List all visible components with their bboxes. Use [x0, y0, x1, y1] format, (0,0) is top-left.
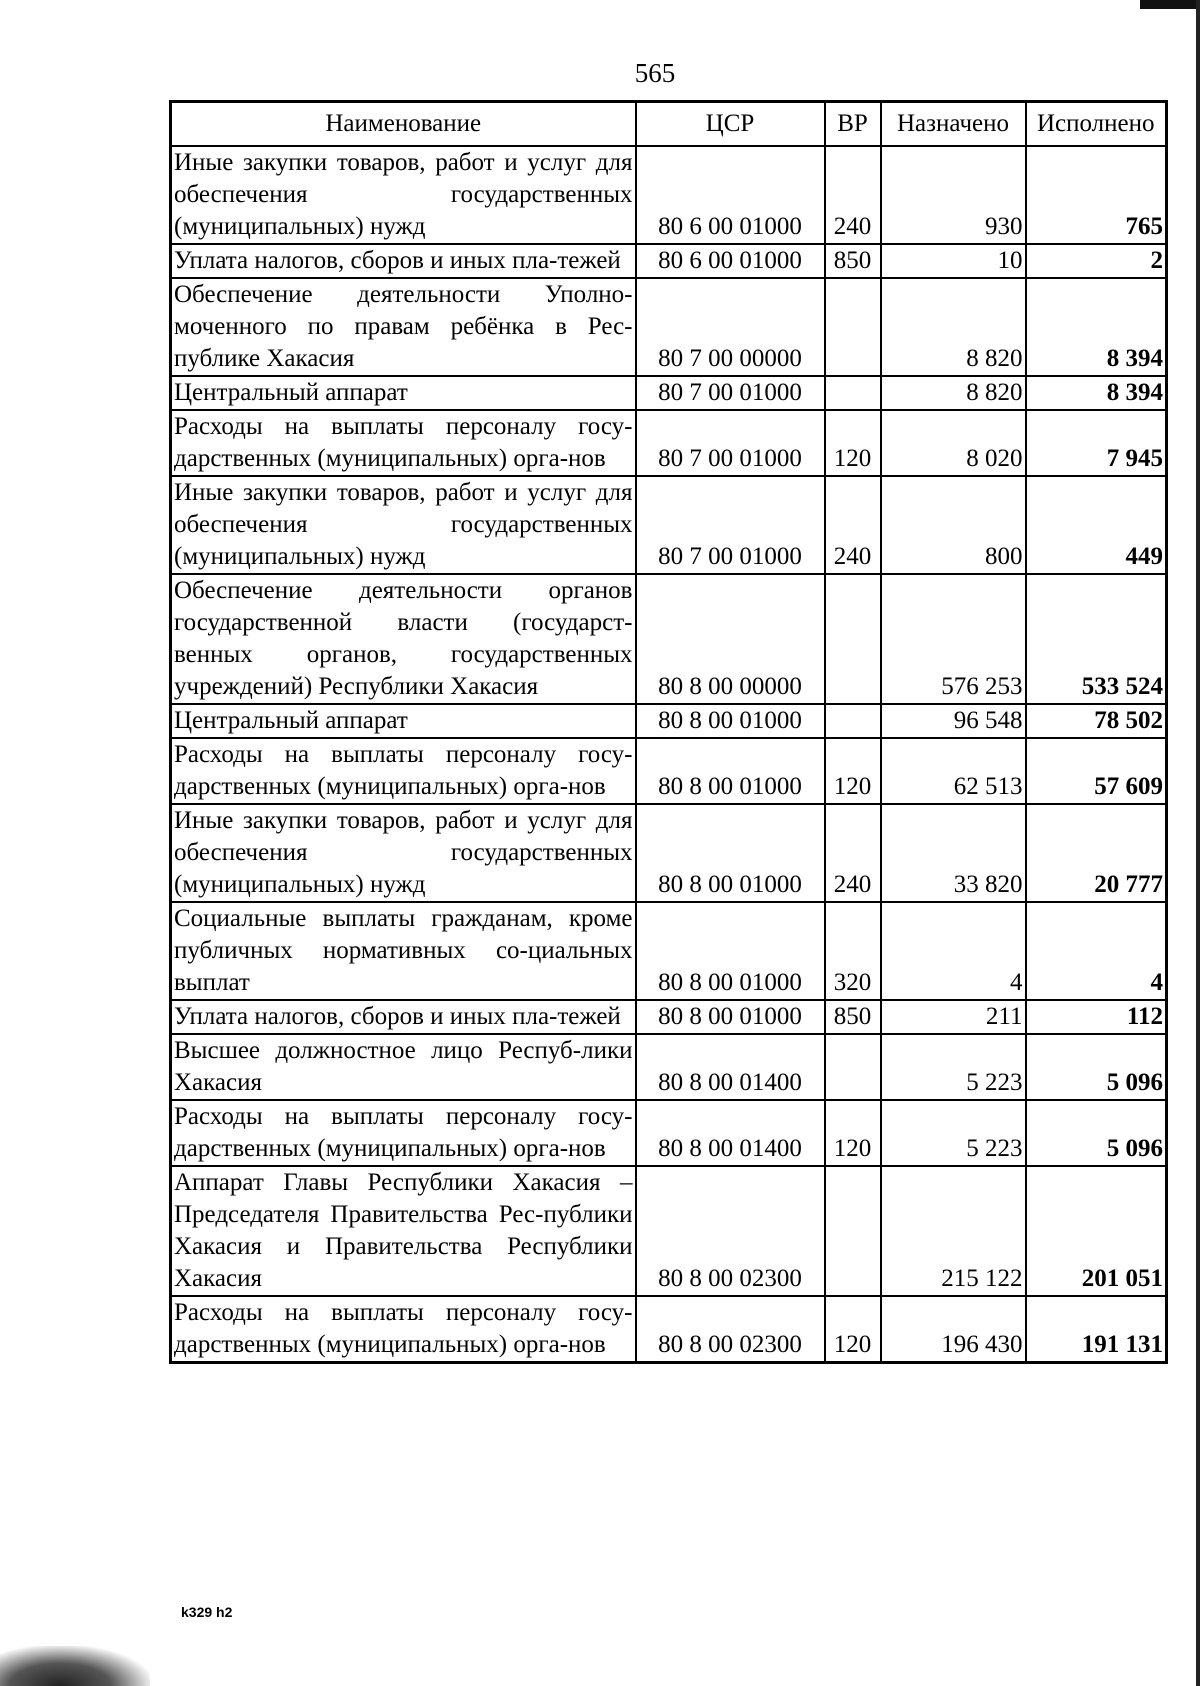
- row-csr: 80 8 00 01000: [636, 804, 825, 902]
- row-csr: 80 8 00 01400: [636, 1100, 825, 1166]
- header-vr: ВР: [825, 102, 881, 147]
- row-name: Иные закупки товаров, работ и услуг для обеспечения государственных (муниципальных) нужд: [171, 476, 636, 574]
- row-vr: 850: [825, 1000, 881, 1034]
- table-row: [171, 738, 1167, 804]
- row-assigned: 930: [881, 146, 1026, 244]
- row-name: Высшее должностное лицо Респуб-лики Хакасия: [171, 1034, 636, 1100]
- row-executed: 2: [1026, 244, 1167, 278]
- row-vr: [825, 278, 881, 376]
- table-row: [171, 574, 1167, 704]
- table-row: [171, 1100, 1167, 1166]
- row-assigned: 4: [881, 902, 1026, 1000]
- row-name: Расходы на выплаты персоналу госу-дарственных (муниципальных) орга-нов: [171, 1296, 636, 1363]
- scan-blot: [0, 1646, 150, 1686]
- table-row: [171, 804, 1167, 902]
- row-vr: [825, 376, 881, 410]
- row-name: Расходы на выплаты персоналу госу-дарственных (муниципальных) орга-нов: [171, 410, 636, 476]
- row-csr: 80 8 00 01000: [636, 902, 825, 1000]
- row-assigned: 5 223: [881, 1034, 1026, 1100]
- row-name: Расходы на выплаты персоналу госу-дарственных (муниципальных) орга-нов: [171, 738, 636, 804]
- table-row: [171, 902, 1167, 1000]
- table-row: [171, 376, 1167, 410]
- table-row: [171, 1000, 1167, 1034]
- table-row: [171, 1296, 1167, 1363]
- row-csr: 80 8 00 01000: [636, 738, 825, 804]
- header-csr: ЦСР: [636, 102, 825, 147]
- table-row: [171, 244, 1167, 278]
- row-vr: 240: [825, 804, 881, 902]
- row-executed: 5 096: [1026, 1034, 1167, 1100]
- budget-table: [169, 100, 1168, 1364]
- table-row: [171, 476, 1167, 574]
- scan-edge-right: [1196, 0, 1200, 1686]
- row-csr: 80 6 00 01000: [636, 146, 825, 244]
- table-row: [171, 1034, 1167, 1100]
- row-name: Аппарат Главы Республики Хакасия – Председателя Правительства Рес-публики Хакасия и Правительства Республики Хакасия: [171, 1166, 636, 1296]
- table-row: [171, 278, 1167, 376]
- row-vr: 120: [825, 1100, 881, 1166]
- row-csr: 80 8 00 01400: [636, 1034, 825, 1100]
- row-executed: 57 609: [1026, 738, 1167, 804]
- row-vr: [825, 704, 881, 738]
- row-csr: 80 7 00 01000: [636, 376, 825, 410]
- row-vr: 240: [825, 146, 881, 244]
- row-name: Расходы на выплаты персоналу госу-дарственных (муниципальных) орга-нов: [171, 1100, 636, 1166]
- row-vr: [825, 574, 881, 704]
- row-vr: 240: [825, 476, 881, 574]
- row-name: Уплата налогов, сборов и иных пла-тежей: [171, 244, 636, 278]
- row-name: Обеспечение деятельности Уполно-моченного по правам ребёнка в Рес-публике Хакасия: [171, 278, 636, 376]
- row-assigned: 8 820: [881, 376, 1026, 410]
- row-executed: 765: [1026, 146, 1167, 244]
- row-assigned: 33 820: [881, 804, 1026, 902]
- row-executed: 201 051: [1026, 1166, 1167, 1296]
- row-assigned: 576 253: [881, 574, 1026, 704]
- row-assigned: 8 820: [881, 278, 1026, 376]
- row-vr: [825, 1166, 881, 1296]
- row-name: Центральный аппарат: [171, 704, 636, 738]
- row-executed: 112: [1026, 1000, 1167, 1034]
- table-row: [171, 704, 1167, 738]
- row-assigned: 10: [881, 244, 1026, 278]
- row-csr: 80 8 00 02300: [636, 1166, 825, 1296]
- row-vr: 120: [825, 738, 881, 804]
- row-vr: 120: [825, 1296, 881, 1363]
- row-executed: 5 096: [1026, 1100, 1167, 1166]
- row-executed: 7 945: [1026, 410, 1167, 476]
- row-assigned: 62 513: [881, 738, 1026, 804]
- row-executed: 20 777: [1026, 804, 1167, 902]
- row-csr: 80 8 00 00000: [636, 574, 825, 704]
- row-assigned: 96 548: [881, 704, 1026, 738]
- row-executed: 8 394: [1026, 278, 1167, 376]
- header-name: Наименование: [171, 102, 636, 147]
- row-vr: 320: [825, 902, 881, 1000]
- row-executed: 533 524: [1026, 574, 1167, 704]
- row-assigned: 800: [881, 476, 1026, 574]
- header-assigned: Назначено: [881, 102, 1026, 147]
- footer-code: k329 h2: [181, 1604, 233, 1620]
- row-assigned: 8 020: [881, 410, 1026, 476]
- row-csr: 80 7 00 01000: [636, 410, 825, 476]
- row-assigned: 196 430: [881, 1296, 1026, 1363]
- row-csr: 80 8 00 01000: [636, 1000, 825, 1034]
- row-name: Уплата налогов, сборов и иных пла-тежей: [171, 1000, 636, 1034]
- row-name: Центральный аппарат: [171, 376, 636, 410]
- row-executed: 8 394: [1026, 376, 1167, 410]
- scan-edge-top: [1140, 0, 1200, 9]
- row-csr: 80 7 00 01000: [636, 476, 825, 574]
- row-vr: 850: [825, 244, 881, 278]
- row-executed: 449: [1026, 476, 1167, 574]
- row-csr: 80 7 00 00000: [636, 278, 825, 376]
- row-csr: 80 6 00 01000: [636, 244, 825, 278]
- row-name: Социальные выплаты гражданам, кроме публичных нормативных со-циальных выплат: [171, 902, 636, 1000]
- row-vr: [825, 1034, 881, 1100]
- table-row: [171, 1166, 1167, 1296]
- row-assigned: 5 223: [881, 1100, 1026, 1166]
- row-name: Иные закупки товаров, работ и услуг для обеспечения государственных (муниципальных) нужд: [171, 804, 636, 902]
- row-name: Обеспечение деятельности органов государственной власти (государст-венных органов, государственных учреждений) Республики Хакасия: [171, 574, 636, 704]
- row-vr: 120: [825, 410, 881, 476]
- row-name: Иные закупки товаров, работ и услуг для обеспечения государственных (муниципальных) нужд: [171, 146, 636, 244]
- row-assigned: 211: [881, 1000, 1026, 1034]
- row-executed: 191 131: [1026, 1296, 1167, 1363]
- table-row: [171, 146, 1167, 244]
- row-assigned: 215 122: [881, 1166, 1026, 1296]
- row-csr: 80 8 00 02300: [636, 1296, 825, 1363]
- table-row: [171, 410, 1167, 476]
- row-csr: 80 8 00 01000: [636, 704, 825, 738]
- table-header-row: [171, 102, 1167, 147]
- page-number: 565: [634, 58, 676, 88]
- row-executed: 78 502: [1026, 704, 1167, 738]
- row-executed: 4: [1026, 902, 1167, 1000]
- header-executed: Исполнено: [1026, 102, 1167, 147]
